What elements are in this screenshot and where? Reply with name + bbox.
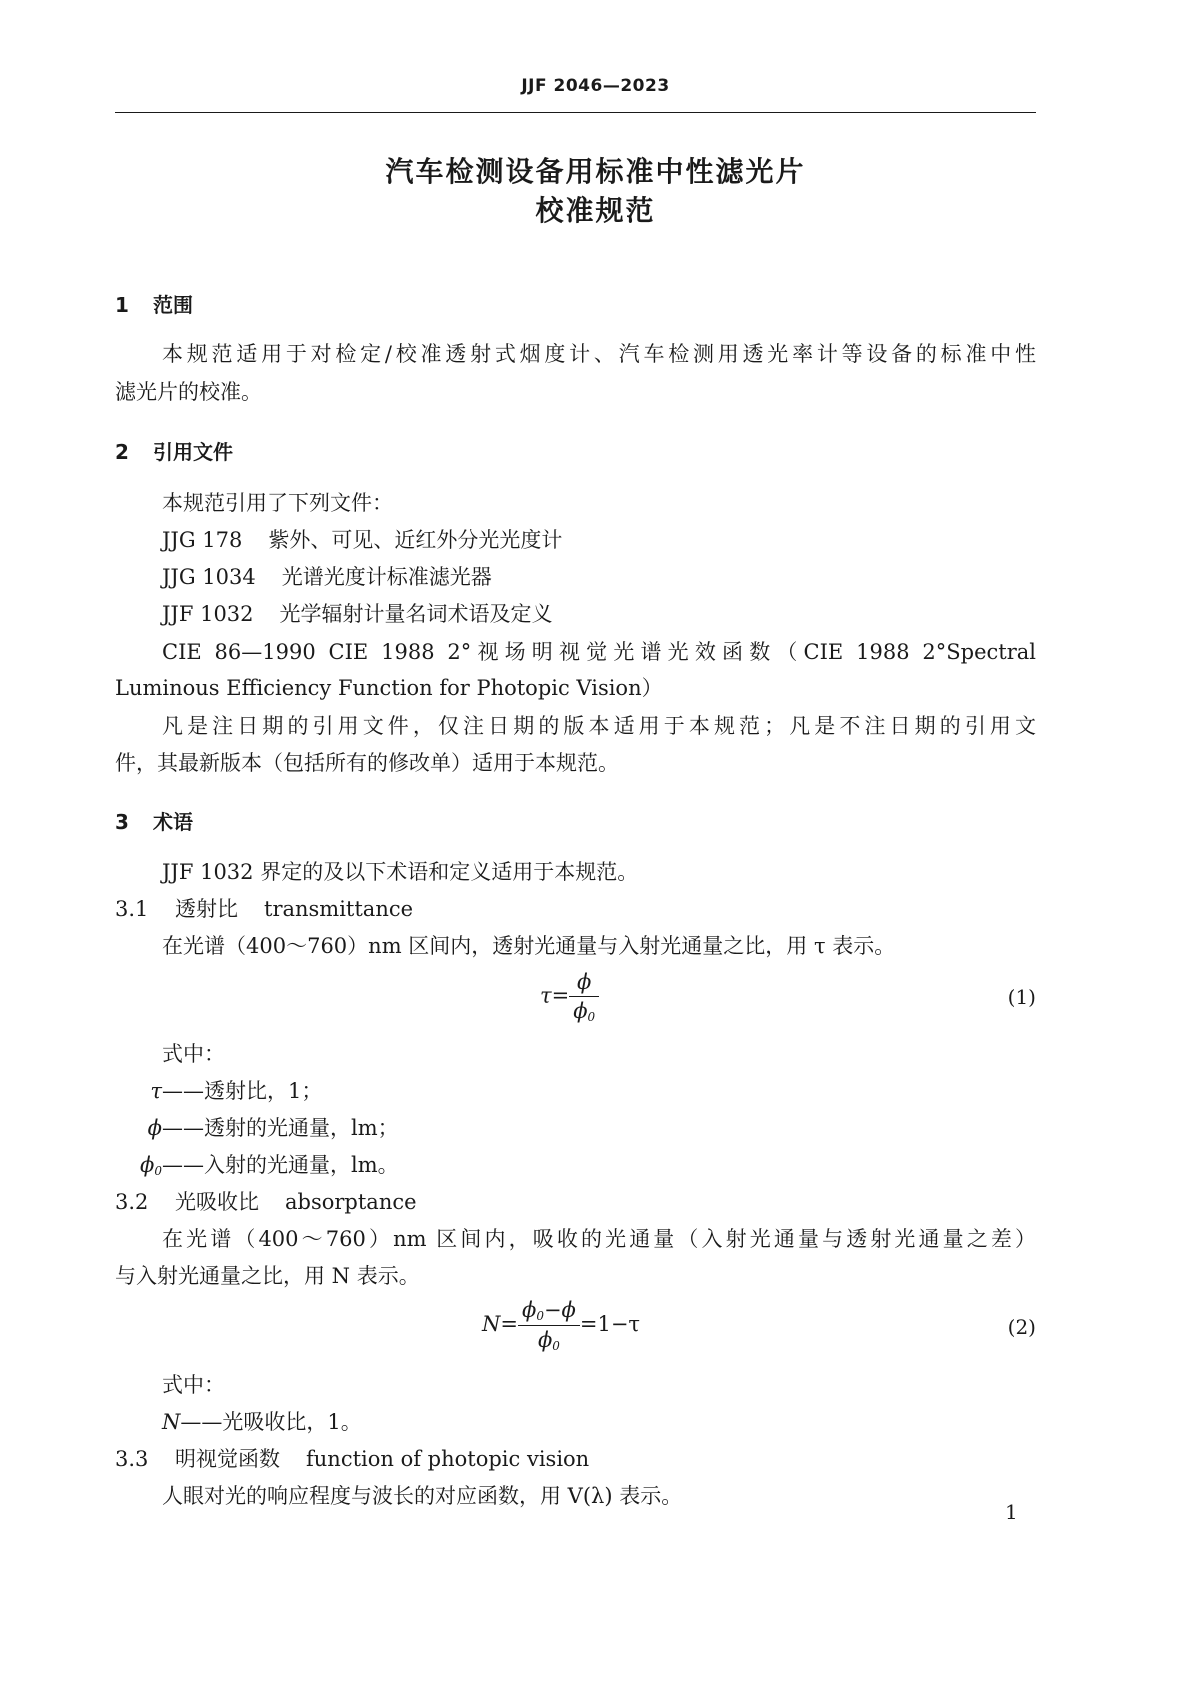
term-chinese: 明视觉函数 [175,1447,280,1471]
formula-rhs: =1−τ [579,1312,641,1336]
fraction-denominator: ϕ0 [537,1328,560,1353]
reference-code: JJF 1032 [162,602,254,626]
term-english: function of photopic vision [306,1447,590,1471]
section-3-heading [115,806,193,835]
term-3-3-definition: 人眼对光的响应程度与波长的对应函数，用 V(λ) 表示。 [162,1484,683,1508]
where-label: 式中： [162,1042,225,1066]
fraction-denominator: ϕ0 [573,999,596,1024]
references-intro: 本规范引用了下列文件： [162,491,393,515]
section-title: 引用文件 [153,440,233,464]
scope-paragraph-line2: 滤光片的校准。 [115,380,262,404]
variable-symbol: ϕ [147,1116,162,1140]
term-english: absorptance [285,1190,417,1214]
section-title: 范围 [153,293,193,317]
term-3-2-definition-line2: 与入射光通量之比，用 N 表示。 [115,1264,420,1288]
page-number: 1 [1005,1500,1018,1524]
cie-reference-line2: Luminous Efficiency Function for Photopic Vision） [115,676,663,700]
term-number: 3.1 [115,897,149,921]
formula-1 [540,970,599,1024]
where-label: 式中： [162,1373,225,1397]
variable-symbol: N [162,1410,181,1434]
dated-references-note-line1: 凡是注日期的引用文件，仅注日期的版本适用于本规范；凡是不注日期的引用文 [162,714,1036,738]
variable-definition [132,1077,322,1105]
variable-definition [132,1151,399,1185]
variable-symbol: τ [150,1079,162,1103]
term-chinese: 透射比 [175,897,238,921]
term-3-2-heading [115,1188,417,1216]
formula-2 [482,1298,640,1353]
term-3-1-heading [115,895,413,923]
variable-symbol: ϕ0 [140,1153,162,1178]
term-3-2-definition-line1: 在光谱（400～760）nm 区间内，吸收的光通量（入射光通量与透射光通量之差） [162,1227,1036,1251]
reference-item [162,563,492,591]
document-title-line2: 校准规范 [535,194,656,227]
section-number: 1 [115,293,129,317]
fraction-numerator: ϕ [569,970,599,997]
terms-intro: JJF 1032 界定的及以下术语和定义适用于本规范。 [162,860,639,884]
term-3-3-heading [115,1445,589,1473]
section-number: 2 [115,440,129,464]
section-title: 术语 [153,810,193,834]
variable-description: ——透射的光通量，lm； [162,1116,399,1140]
header-rule [115,112,1036,113]
section-2-heading [115,436,233,465]
variable-description: ——光吸收比，1。 [180,1410,362,1434]
reference-title: 光谱光度计标准滤光器 [281,565,492,589]
term-chinese: 光吸收比 [175,1190,259,1214]
formula-lhs: N= [482,1312,518,1336]
dated-references-note-line2: 件，其最新版本（包括所有的修改单）适用于本规范。 [115,751,619,775]
variable-description: ——入射的光通量，lm。 [162,1153,399,1177]
fraction-numerator: ϕ0−ϕ [518,1298,580,1326]
equation-number-2: (2) [1007,1315,1036,1339]
section-number: 3 [115,810,129,834]
scope-paragraph-line1: 本规范适用于对检定/校准透射式烟度计、汽车检测用透光率计等设备的标准中性 [162,342,1036,366]
reference-item [162,526,562,554]
variable-description: ——透射比，1； [162,1079,323,1103]
variable-definition [132,1114,399,1142]
reference-title: 紫外、可见、近红外分光光度计 [268,528,563,552]
cie-reference-line1: CIE 86—1990 CIE 1988 2°视场明视觉光谱光效函数（CIE 1988 2°Spectral [162,640,1036,664]
formula-fraction [518,1298,580,1353]
term-english: transmittance [264,897,414,921]
term-number: 3.3 [115,1447,149,1471]
formula-lhs: τ= [540,983,570,1008]
reference-title: 光学辐射计量名词术语及定义 [279,602,553,626]
reference-code: JJG 1034 [162,565,256,589]
document-title-line1: 汽车检测设备用标准中性滤光片 [385,155,806,188]
term-number: 3.2 [115,1190,149,1214]
document-code-header: JJF 2046—2023 [521,76,670,96]
variable-definition [162,1408,362,1436]
term-3-1-definition: 在光谱（400～760）nm 区间内，透射光通量与入射光通量之比，用 τ 表示。 [162,934,896,958]
reference-item [162,600,553,628]
section-1-heading [115,289,193,318]
equation-number-1: (1) [1007,985,1036,1009]
reference-code: JJG 178 [162,528,243,552]
formula-fraction [569,970,599,1024]
